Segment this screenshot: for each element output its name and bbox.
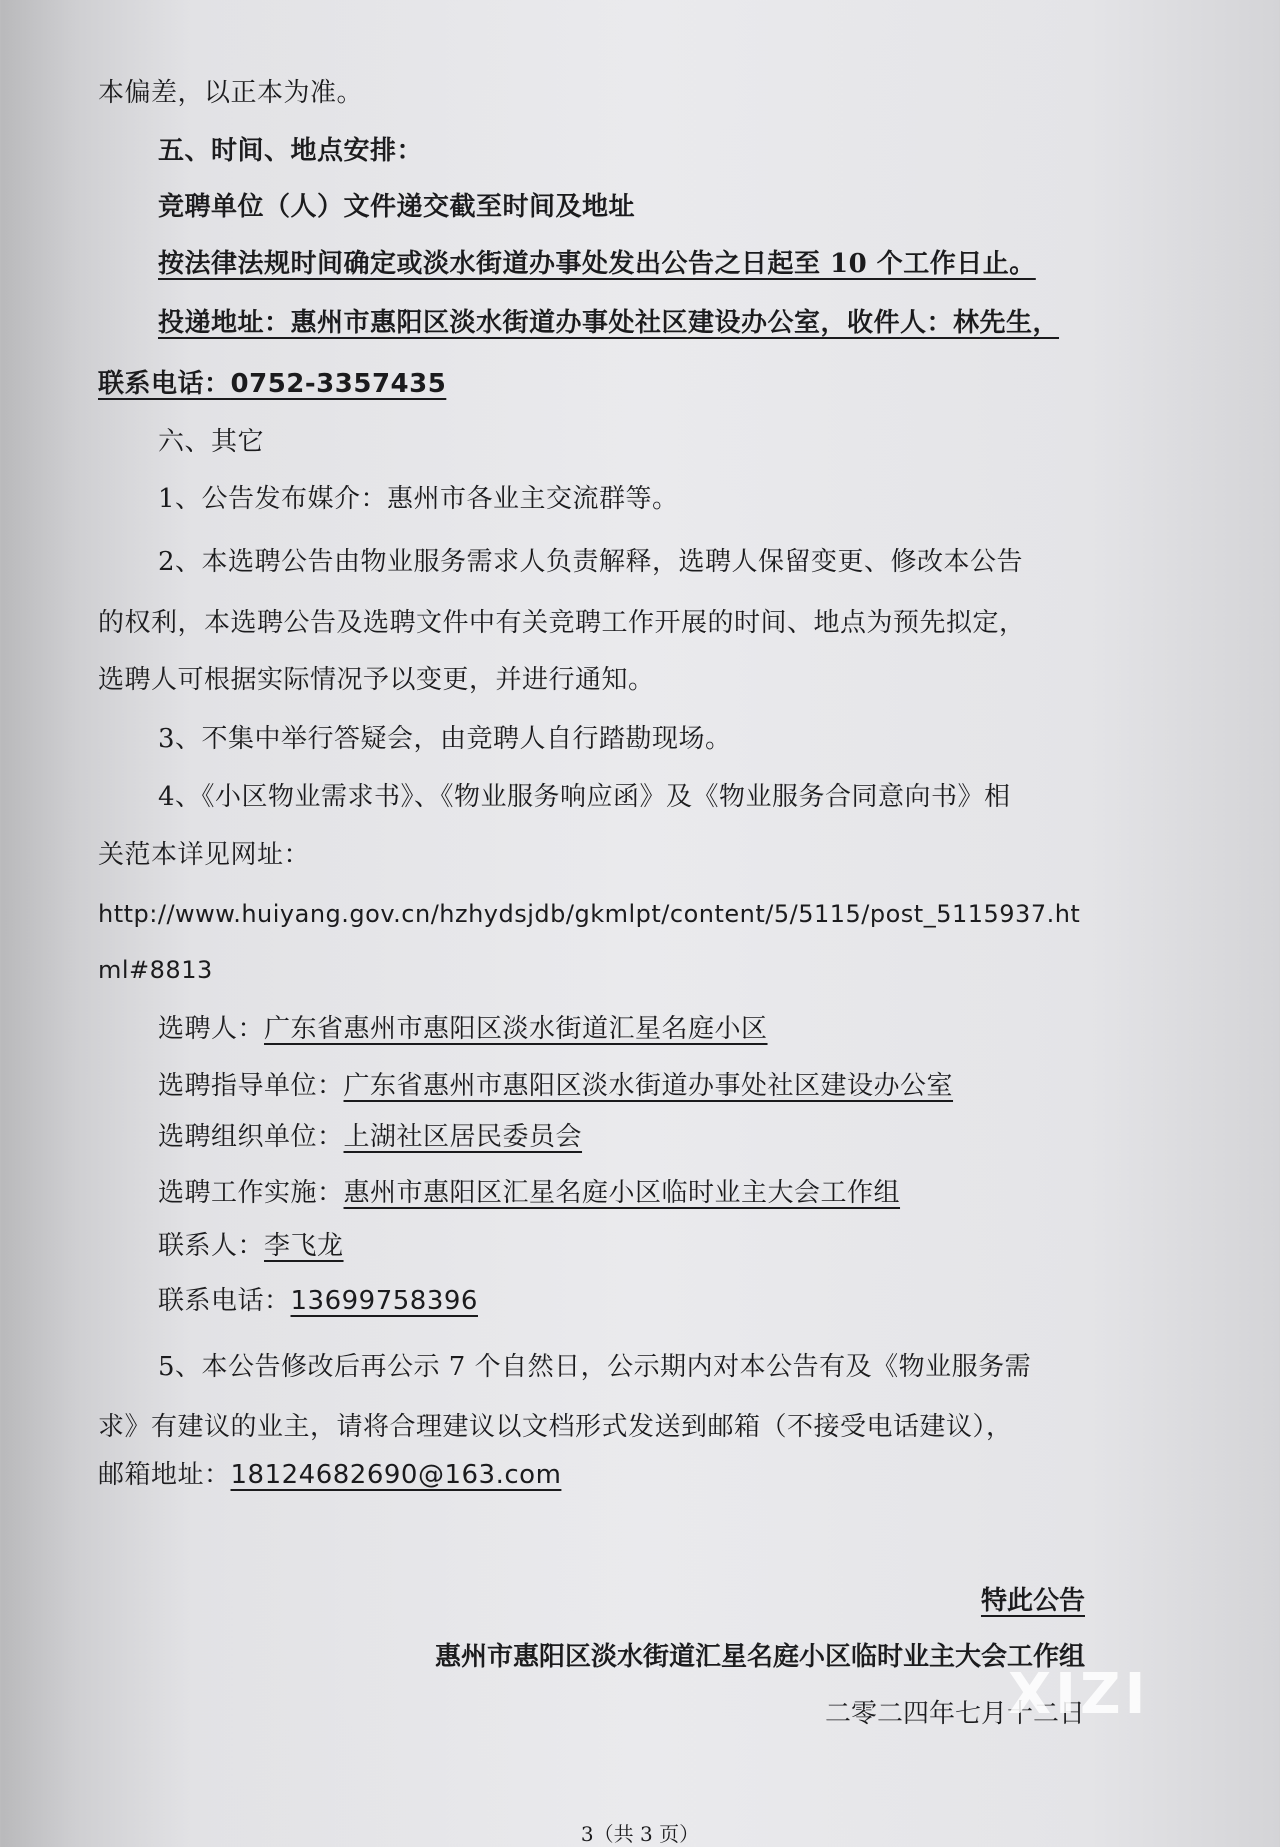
url-line: ml#8813 — [98, 956, 213, 984]
page-number: 3（共 3 页） — [580, 1822, 700, 1846]
implementer-line — [158, 1176, 900, 1210]
org-unit-value: 上湖社区居民委员会 — [343, 1122, 583, 1152]
implementer-label: 选聘工作实施： — [158, 1178, 344, 1208]
org-unit-label: 选聘组织单位： — [158, 1122, 344, 1152]
email-line — [98, 1458, 561, 1492]
email-value: 18124682690@163.com — [230, 1460, 562, 1490]
text-line: 3、不集中举行答疑会，由竞聘人自行踏勘现场。 — [158, 724, 732, 754]
text-line: 关范本详见网址： — [98, 840, 311, 870]
text-line: 5、本公告修改后再公示 7 个自然日，公示期内对本公告有及《物业服务需 — [158, 1352, 1032, 1382]
section-heading: 五、时间、地点安排： — [158, 136, 424, 166]
contact-phone-label: 联系电话： — [98, 369, 231, 399]
guide-unit-value: 广东省惠州市惠阳区淡水街道办事处社区建设办公室 — [343, 1071, 954, 1101]
selector-label: 选聘人： — [158, 1014, 265, 1044]
watermark-logo: XIZI — [1008, 1662, 1150, 1727]
text-line: 竞聘单位（人）文件递交截至时间及地址 — [158, 192, 636, 222]
deadline-line: 按法律法规时间确定或淡水街道办事处发出公告之日起至 10 个工作日止。 — [158, 249, 1036, 279]
contact-person-value: 李飞龙 — [264, 1231, 344, 1261]
text-line: 本偏差，以正本为准。 — [98, 78, 364, 108]
text-line: 求》有建议的业主，请将合理建议以文档形式发送到邮箱（不接受电话建议）， — [98, 1412, 1013, 1442]
contact-person-line — [158, 1229, 344, 1263]
guide-unit-line — [158, 1069, 953, 1103]
date-text: 二零二四年七月十二日 — [824, 1699, 1085, 1729]
issuer-text: 惠州市惠阳区淡水街道汇星名庭小区临时业主大会工作组 — [434, 1642, 1085, 1672]
text-line: 1、公告发布媒介：惠州市各业主交流群等。 — [158, 484, 679, 514]
contact-phone2-line — [158, 1284, 478, 1318]
contact-phone-value: 0752-3357435 — [230, 369, 447, 399]
address-line: 投递地址：惠州市惠阳区淡水街道办事处社区建设办公室，收件人：林先生， — [158, 308, 1060, 338]
text-line: 2、本选聘公告由物业服务需求人负责解释，选聘人保留变更、修改本公告 — [158, 547, 1024, 577]
implementer-value: 惠州市惠阳区汇星名庭小区临时业主大会工作组 — [343, 1178, 901, 1208]
selector-value: 广东省惠州市惠阳区淡水街道汇星名庭小区 — [264, 1014, 768, 1044]
url-line: http://www.huiyang.gov.cn/hzhydsjdb/gkmlpt/content/5/5115/post_5115937.ht — [98, 900, 1081, 928]
closing-text: 特此公告 — [980, 1586, 1085, 1616]
contact-phone2-value: 13699758396 — [290, 1286, 478, 1316]
text-line: 4、《小区物业需求书》、《物业服务响应函》及《物业服务合同意向书》相 — [158, 782, 1011, 812]
org-unit-line — [158, 1120, 582, 1154]
section-heading: 六、其它 — [158, 427, 265, 457]
email-label: 邮箱地址： — [98, 1460, 231, 1490]
text-line: 的权利，本选聘公告及选聘文件中有关竞聘工作开展的时间、地点为预先拟定， — [98, 608, 1026, 638]
contact-person-label: 联系人： — [158, 1231, 265, 1261]
selector-line — [158, 1012, 768, 1046]
contact-phone-line — [98, 367, 446, 401]
guide-unit-label: 选聘指导单位： — [158, 1071, 344, 1101]
contact-phone2-label: 联系电话： — [158, 1286, 291, 1316]
text-line: 选聘人可根据实际情况予以变更，并进行通知。 — [98, 665, 655, 695]
